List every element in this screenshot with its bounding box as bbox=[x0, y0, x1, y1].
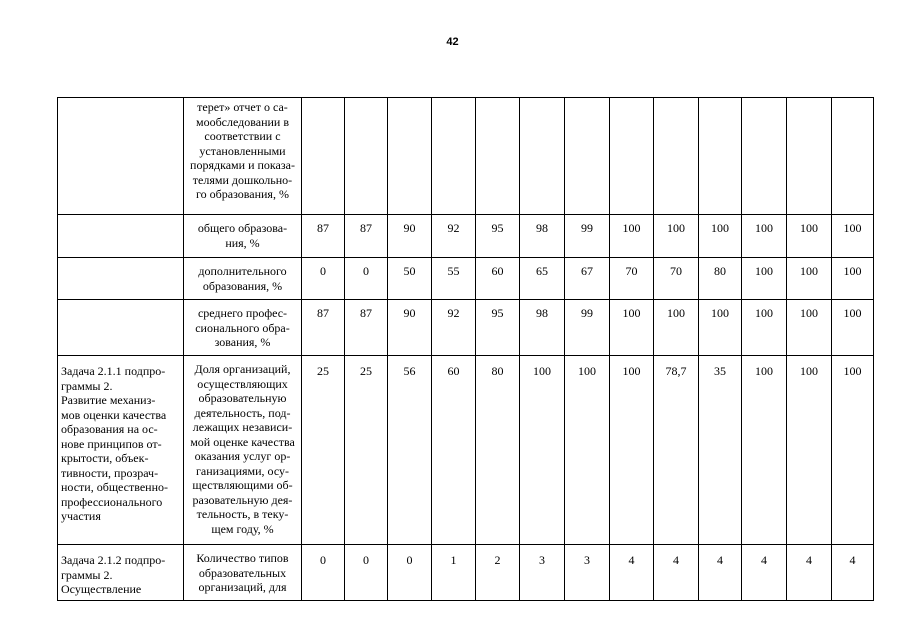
value-cell bbox=[476, 98, 520, 215]
value-cell: 99 bbox=[565, 215, 610, 258]
value-cell bbox=[388, 98, 432, 215]
value-cell: 4 bbox=[787, 545, 832, 601]
value-cell: 100 bbox=[565, 356, 610, 545]
value-cell: 95 bbox=[476, 300, 520, 356]
value-cell: 4 bbox=[742, 545, 787, 601]
indicators-table bbox=[57, 97, 874, 601]
value-cell bbox=[302, 98, 345, 215]
value-cell: 67 bbox=[565, 258, 610, 300]
value-cell: 90 bbox=[388, 215, 432, 258]
value-cell bbox=[565, 98, 610, 215]
value-cell: 4 bbox=[699, 545, 742, 601]
value-cell bbox=[699, 98, 742, 215]
value-cell: 3 bbox=[565, 545, 610, 601]
value-cell: 80 bbox=[476, 356, 520, 545]
indicator-cell: дополнительного образования, % bbox=[184, 258, 302, 300]
value-cell: 92 bbox=[432, 215, 476, 258]
value-cell: 100 bbox=[787, 356, 832, 545]
table-row bbox=[58, 98, 874, 215]
value-cell: 4 bbox=[654, 545, 699, 601]
value-cell: 100 bbox=[610, 300, 654, 356]
task-cell bbox=[58, 215, 184, 258]
value-cell: 56 bbox=[388, 356, 432, 545]
indicator-cell: Доля организаций, осуществляющих образовательную деятельность, под- лежащих независи- мой оценке качества оказания услуг ор- ганизациями, осу- ществляющими об- разовательную дея- тельность, в теку- щем году, % bbox=[184, 356, 302, 545]
value-cell: 100 bbox=[787, 215, 832, 258]
value-cell: 65 bbox=[520, 258, 565, 300]
value-cell: 100 bbox=[610, 356, 654, 545]
value-cell: 100 bbox=[742, 258, 787, 300]
value-cell: 60 bbox=[476, 258, 520, 300]
value-cell: 80 bbox=[699, 258, 742, 300]
value-cell: 100 bbox=[832, 258, 874, 300]
value-cell: 1 bbox=[432, 545, 476, 601]
value-cell: 50 bbox=[388, 258, 432, 300]
task-cell bbox=[58, 300, 184, 356]
value-cell: 100 bbox=[742, 356, 787, 545]
task-cell: Задача 2.1.1 подпро- граммы 2. Развитие механиз- мов оценки качества образования на ос- нове принципов от- крытости, объек- тивности, прозрач- ности, общественно- профессионального участия bbox=[58, 356, 184, 545]
value-cell: 100 bbox=[699, 215, 742, 258]
value-cell: 100 bbox=[654, 300, 699, 356]
value-cell: 100 bbox=[610, 215, 654, 258]
value-cell: 4 bbox=[610, 545, 654, 601]
value-cell: 25 bbox=[302, 356, 345, 545]
value-cell bbox=[654, 98, 699, 215]
value-cell: 87 bbox=[302, 300, 345, 356]
value-cell: 98 bbox=[520, 215, 565, 258]
value-cell: 0 bbox=[302, 258, 345, 300]
value-cell bbox=[787, 98, 832, 215]
value-cell: 70 bbox=[610, 258, 654, 300]
value-cell: 0 bbox=[345, 545, 388, 601]
value-cell: 100 bbox=[654, 215, 699, 258]
value-cell: 98 bbox=[520, 300, 565, 356]
value-cell: 100 bbox=[699, 300, 742, 356]
value-cell: 100 bbox=[520, 356, 565, 545]
value-cell: 87 bbox=[345, 215, 388, 258]
indicator-cell: среднего профес- сионального обра- зования, % bbox=[184, 300, 302, 356]
page-number: 42 bbox=[446, 36, 459, 48]
value-cell: 99 bbox=[565, 300, 610, 356]
value-cell: 100 bbox=[787, 300, 832, 356]
indicator-cell: Количество типов образовательных организаций, для bbox=[184, 545, 302, 601]
value-cell: 60 bbox=[432, 356, 476, 545]
value-cell: 92 bbox=[432, 300, 476, 356]
value-cell: 100 bbox=[742, 300, 787, 356]
value-cell: 0 bbox=[388, 545, 432, 601]
value-cell: 95 bbox=[476, 215, 520, 258]
value-cell: 100 bbox=[832, 300, 874, 356]
value-cell bbox=[742, 98, 787, 215]
value-cell bbox=[432, 98, 476, 215]
value-cell: 35 bbox=[699, 356, 742, 545]
value-cell: 3 bbox=[520, 545, 565, 601]
value-cell: 70 bbox=[654, 258, 699, 300]
value-cell: 100 bbox=[832, 356, 874, 545]
table-row bbox=[58, 356, 874, 545]
value-cell: 100 bbox=[832, 215, 874, 258]
value-cell bbox=[832, 98, 874, 215]
value-cell: 100 bbox=[742, 215, 787, 258]
value-cell bbox=[610, 98, 654, 215]
table-row bbox=[58, 258, 874, 300]
task-cell bbox=[58, 258, 184, 300]
value-cell: 55 bbox=[432, 258, 476, 300]
table-row bbox=[58, 300, 874, 356]
value-cell: 87 bbox=[302, 215, 345, 258]
value-cell bbox=[345, 98, 388, 215]
value-cell: 90 bbox=[388, 300, 432, 356]
table-row bbox=[58, 215, 874, 258]
task-cell: Задача 2.1.2 подпро- граммы 2. Осуществление bbox=[58, 545, 184, 601]
value-cell: 2 bbox=[476, 545, 520, 601]
table-row bbox=[58, 545, 874, 601]
value-cell: 0 bbox=[302, 545, 345, 601]
indicator-cell: общего образова- ния, % bbox=[184, 215, 302, 258]
task-cell bbox=[58, 98, 184, 215]
value-cell: 78,7 bbox=[654, 356, 699, 545]
value-cell: 100 bbox=[787, 258, 832, 300]
indicator-cell: терет» отчет о са- мообследовании в соответствии с установленными порядками и показа- телями дошкольно- го образования, % bbox=[184, 98, 302, 215]
value-cell: 87 bbox=[345, 300, 388, 356]
value-cell bbox=[520, 98, 565, 215]
value-cell: 25 bbox=[345, 356, 388, 545]
value-cell: 0 bbox=[345, 258, 388, 300]
value-cell: 4 bbox=[832, 545, 874, 601]
